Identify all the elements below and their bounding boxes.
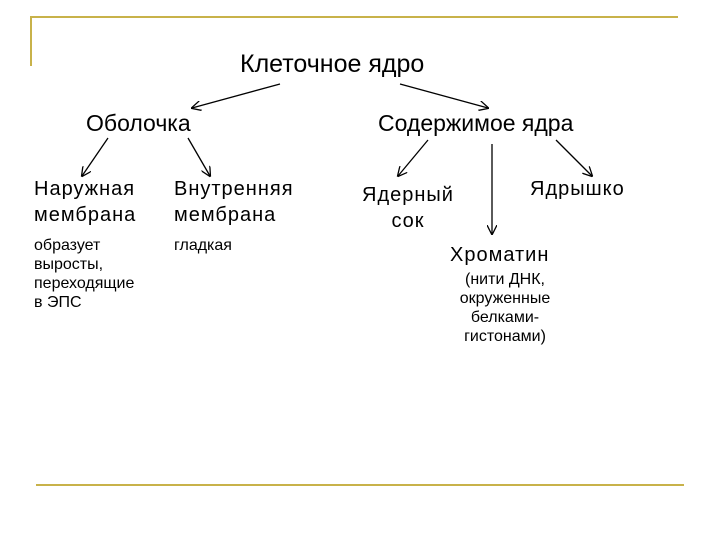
contents-label: Содержимое ядра <box>378 110 574 136</box>
inner-membrane-label-line2: мембрана <box>174 204 277 226</box>
chromatin-description <box>440 270 570 346</box>
membrane-label: Оболочка <box>86 110 191 136</box>
arrow-membrane-to-inner <box>188 138 210 176</box>
outer-desc-line: образует <box>34 237 101 254</box>
outer-desc-line: в ЭПС <box>34 294 82 311</box>
outer-membrane-label-line2: мембрана <box>34 204 137 226</box>
nuclear-sap-label <box>352 182 464 234</box>
outer-membrane-label <box>34 176 136 228</box>
outer-membrane-description <box>34 236 134 312</box>
arrow-membrane-to-outer <box>82 138 108 176</box>
inner-membrane-description: гладкая <box>174 237 232 254</box>
chromatin-label: Хроматин <box>450 244 550 266</box>
arrow-title-to-membrane <box>192 84 280 108</box>
arrow-contents-to-sap <box>398 140 428 176</box>
nucleolus-label: Ядрышко <box>530 178 625 200</box>
nuclear-sap-label-line1: Ядерный <box>362 184 454 206</box>
outer-membrane-label-line1: Наружная <box>34 178 136 200</box>
inner-membrane-label-line1: Внутренняя <box>174 178 294 200</box>
diagram-title: Клеточное ядро <box>240 50 425 78</box>
chromatin-desc-line: (нити ДНК, <box>465 271 545 288</box>
outer-desc-line: переходящие <box>34 275 135 292</box>
nuclear-sap-label-line2: сок <box>391 210 425 232</box>
inner-membrane-label <box>174 176 294 228</box>
chromatin-desc-line: гистонами) <box>464 328 546 345</box>
chromatin-desc-line: белками- <box>470 309 540 326</box>
arrow-contents-to-nucleolus <box>556 140 592 176</box>
chromatin-desc-line: окруженные <box>459 290 551 307</box>
outer-desc-line: выросты, <box>34 256 104 273</box>
arrow-title-to-contents <box>400 84 488 108</box>
